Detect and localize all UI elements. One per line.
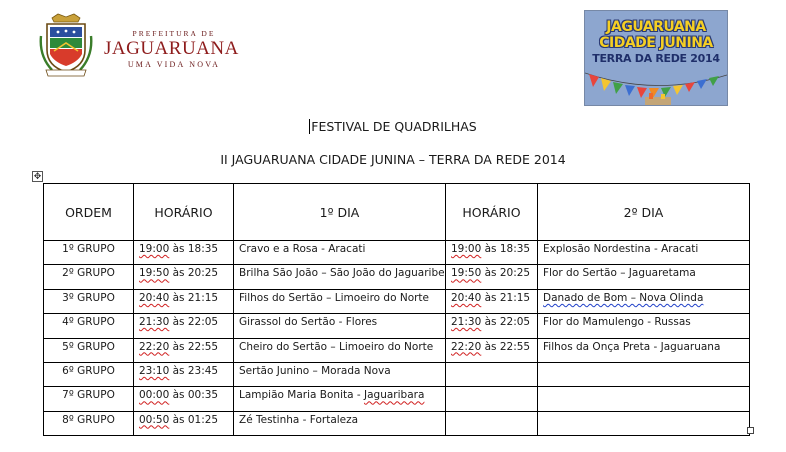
schedule-table <box>43 183 750 436</box>
cell-horario-2 <box>446 241 538 265</box>
header-ordem: ORDEM <box>44 184 134 241</box>
logo-slogan: UMA VIDA NOVA <box>127 60 221 69</box>
festa-flags-icon <box>585 67 727 105</box>
table-row <box>44 387 750 411</box>
cell-horario-2 <box>446 338 538 362</box>
banner-line-3: TERRA DA REDE 2014 <box>592 52 720 65</box>
header-horario-2: HORÁRIO <box>446 184 538 241</box>
cell-horario-2 <box>446 314 538 338</box>
time-start: 23:10 <box>139 364 170 377</box>
cell-horario-2 <box>446 265 538 289</box>
cell-horario-2 <box>446 387 538 411</box>
table-row <box>44 338 750 362</box>
time-start: 19:50 <box>139 267 170 280</box>
table-resize-handle[interactable] <box>747 427 754 434</box>
cell-dia-2 <box>538 411 750 435</box>
cell-ordem: 4º GRUPO <box>44 314 134 338</box>
cell-horario-1 <box>134 387 234 411</box>
table-row <box>44 241 750 265</box>
cell-ordem: 1º GRUPO <box>44 241 134 265</box>
cell-horario-2 <box>446 411 538 435</box>
table-move-handle[interactable]: ✥ <box>33 171 42 181</box>
time-end: às 22:55 <box>481 340 531 353</box>
table-header-row <box>44 184 750 241</box>
time-start: 19:00 <box>451 243 482 255</box>
time-start: 00:50 <box>139 413 170 426</box>
cell-ordem: 7º GRUPO <box>44 387 134 411</box>
time-start: 19:50 <box>451 267 482 280</box>
cell-horario-1 <box>134 289 234 313</box>
cell-horario-1 <box>134 362 234 386</box>
cell-dia-1: Zé Testinha - Fortaleza <box>234 411 446 435</box>
cell-dia-2 <box>538 387 750 411</box>
document-title <box>0 119 786 134</box>
cell-horario-1 <box>134 338 234 362</box>
banner-line-1: JAGUARUANA <box>606 19 706 35</box>
coat-of-arms-icon <box>38 12 94 80</box>
time-end: às 21:15 <box>481 291 531 304</box>
cell-dia-1: Sertão Junino – Morada Nova <box>234 362 446 386</box>
header-horario-1: HORÁRIO <box>134 184 234 241</box>
table-row <box>44 362 750 386</box>
time-end: às 22:05 <box>481 316 531 329</box>
cell-dia-2: Flor do Mamulengo - Russas <box>538 314 750 338</box>
time-end: às 01:25 <box>169 413 219 426</box>
table-row <box>44 411 750 435</box>
time-end: às 21:15 <box>169 291 219 304</box>
cell-dia-1: Filhos do Sertão – Limoeiro do Norte <box>234 289 446 313</box>
cell-dia-2-text: Danado de Bom – Nova Olinda <box>543 291 704 304</box>
time-end: às 20:25 <box>481 267 531 280</box>
time-end: às 22:55 <box>169 340 219 353</box>
time-end: às 18:35 <box>169 243 219 255</box>
time-start: 21:30 <box>139 316 170 329</box>
time-start: 19:00 <box>139 243 170 255</box>
cell-horario-2 <box>446 289 538 313</box>
table-row <box>44 289 750 313</box>
cell-dia-2: Explosão Nordestina - Aracati <box>538 241 750 265</box>
time-end: às 22:05 <box>169 316 219 329</box>
cell-dia-2 <box>538 289 750 313</box>
table-row <box>44 265 750 289</box>
time-end: às 18:35 <box>481 243 531 255</box>
cell-ordem: 5º GRUPO <box>44 338 134 362</box>
time-start: 00:00 <box>139 389 170 402</box>
time-end: às 00:35 <box>169 389 219 402</box>
time-start: 22:20 <box>139 340 170 353</box>
time-start: 20:40 <box>451 291 482 304</box>
logo-city-name: JAGUARUANA <box>104 38 239 59</box>
cell-horario-1 <box>134 411 234 435</box>
time-end: às 23:45 <box>169 364 219 377</box>
document-subtitle: II JAGUARUANA CIDADE JUNINA – TERRA DA REDE 2014 <box>220 152 566 167</box>
cell-dia-2: Flor do Sertão – Jaguaretama <box>538 265 750 289</box>
table-row <box>44 314 750 338</box>
cell-dia-1: Brilha São João – São João do Jaguaribe <box>234 265 446 289</box>
cell-horario-2 <box>446 362 538 386</box>
header-dia-2: 2º DIA <box>538 184 750 241</box>
cell-dia-1-text: Lampião Maria Bonita - <box>239 389 365 402</box>
cell-ordem: 6º GRUPO <box>44 362 134 386</box>
banner-line-2: CIDADE JUNINA <box>599 35 713 51</box>
prefeitura-logo <box>38 12 248 80</box>
cell-dia-1: Cravo e a Rosa - Aracati <box>234 241 446 265</box>
cell-ordem: 2º GRUPO <box>44 265 134 289</box>
cell-dia-1: Girassol do Sertão - Flores <box>234 314 446 338</box>
cell-ordem: 8º GRUPO <box>44 411 134 435</box>
time-start: 20:40 <box>139 291 170 304</box>
document-title-text: FESTIVAL DE QUADRILHAS <box>311 119 477 134</box>
cell-dia-1: Cheiro do Sertão – Limoeiro do Norte <box>234 338 446 362</box>
cell-horario-1 <box>134 265 234 289</box>
cell-dia-1-city: Jaguaribara <box>364 389 425 402</box>
time-start: 21:30 <box>451 316 482 329</box>
cell-dia-1 <box>234 387 446 411</box>
time-end: às 20:25 <box>169 267 219 280</box>
header-dia-1: 1º DIA <box>234 184 446 241</box>
festival-banner <box>584 10 728 106</box>
logo-prefix: PREFEITURA DE <box>132 29 216 38</box>
cell-horario-1 <box>134 241 234 265</box>
cell-ordem: 3º GRUPO <box>44 289 134 313</box>
logo-text <box>104 29 254 69</box>
cell-dia-2 <box>538 362 750 386</box>
cell-dia-2: Filhos da Onça Preta - Jaguaruana <box>538 338 750 362</box>
time-start: 22:20 <box>451 340 482 353</box>
cell-horario-1 <box>134 314 234 338</box>
